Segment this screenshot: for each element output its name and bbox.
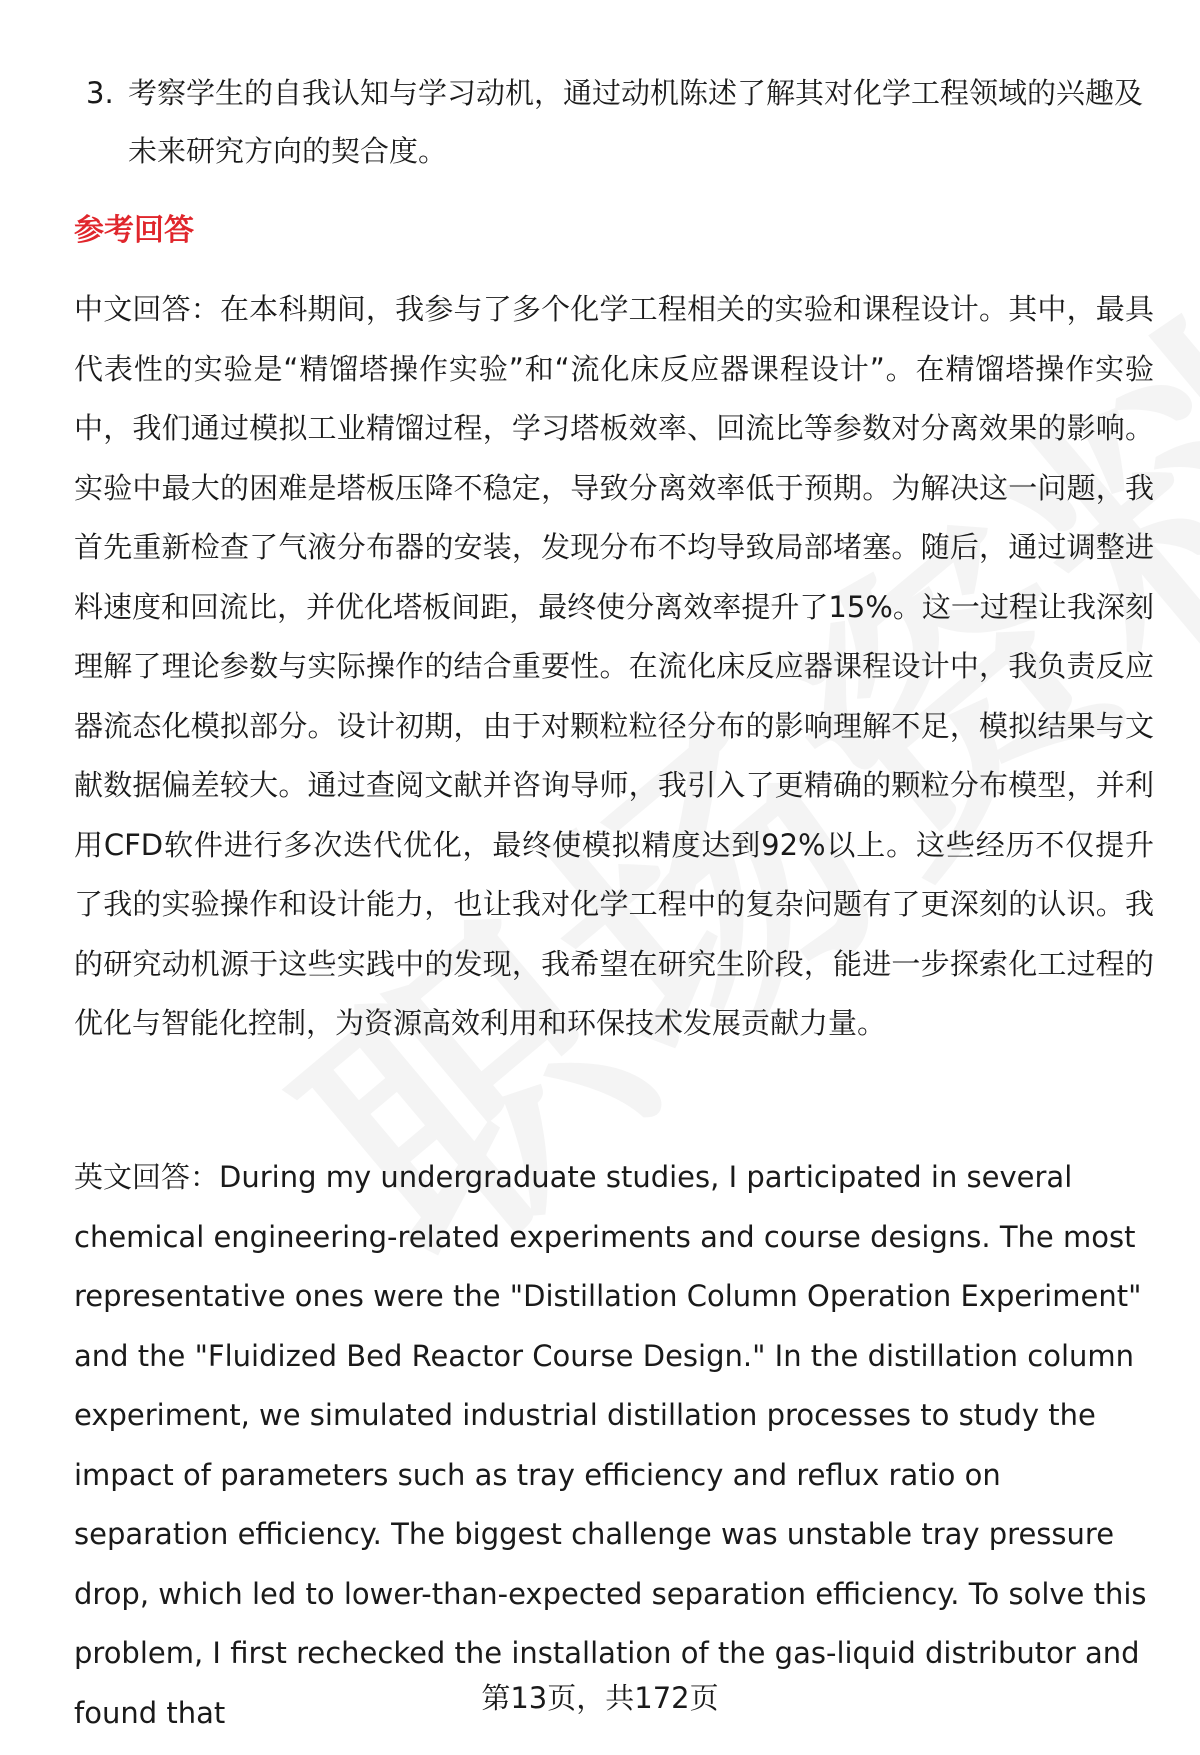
chinese-answer-label: 中文回答： [74,292,220,326]
english-answer-label: 英文回答： [74,1160,220,1194]
question-list-item [86,64,1146,180]
chinese-answer-text: 在本科期间，我参与了多个化学工程相关的实验和课程设计。其中，最具代表性的实验是“精馏塔操作实验”和“流化床反应器课程设计”。在精馏塔操作实验中，我们通过模拟工业精馏过程，学习塔板效率、回流比等参数对分离效果的影响。实验中最大的困难是塔板压降不稳定，导致分离效率低于预期。为解决这一问题，我首先重新检查了气液分布器的安装，发现分布不均导致局部堵塞。随后，通过调整进料速度和回流比，并优化塔板间距，最终使分离效率提升了15%。这一过程让我深刻理解了理论参数与实际操作的结合重要性。在流化床反应器课程设计中，我负责反应器流态化模拟部分。设计初期，由于对颗粒粒径分布的影响理解不足，模拟结果与文献数据偏差较大。通过查阅文献并咨询导师，我引入了更精确的颗粒分布模型，并利用CFD软件进行多次迭代优化，最终使模拟精度达到92%以上。这些经历不仅提升了我的实验操作和设计能力，也让我对化学工程中的复杂问题有了更深刻的认识。我的研究动机源于这些实践中的发现，我希望在研究生阶段，能进一步探索化工过程的优化与智能化控制，为资源高效利用和环保技术发展贡献力量。 [74,292,1154,1040]
page-footer: 第13页，共172页 [481,1681,719,1715]
chinese-answer-paragraph [74,280,1154,1054]
section-heading: 参考回答 [74,213,194,248]
english-answer-paragraph [74,1148,1154,1743]
english-answer-text: During my undergraduate studies, I participated in several chemical engineering-related experiments and course designs. The most representative ones were the "Distillation Column Operation Experiment" and the "Fluidized Bed Reactor Course Design." In the distillation column experiment, we simulated industrial distillation processes to study the impact of parameters such as tray efficiency and reflux ratio on separation efficiency. The biggest challenge was unstable tray pressure drop, which led to lower-than-expected separation efficiency. To solve this problem, I first rechecked the installation of the gas-liquid distributor and found that [74,1160,1147,1730]
list-item-text: 考察学生的自我认知与学习动机，通过动机陈述了解其对化学工程领域的兴趣及未来研究方向的契合度。 [128,76,1144,168]
list-item-number: 3. [86,76,114,110]
